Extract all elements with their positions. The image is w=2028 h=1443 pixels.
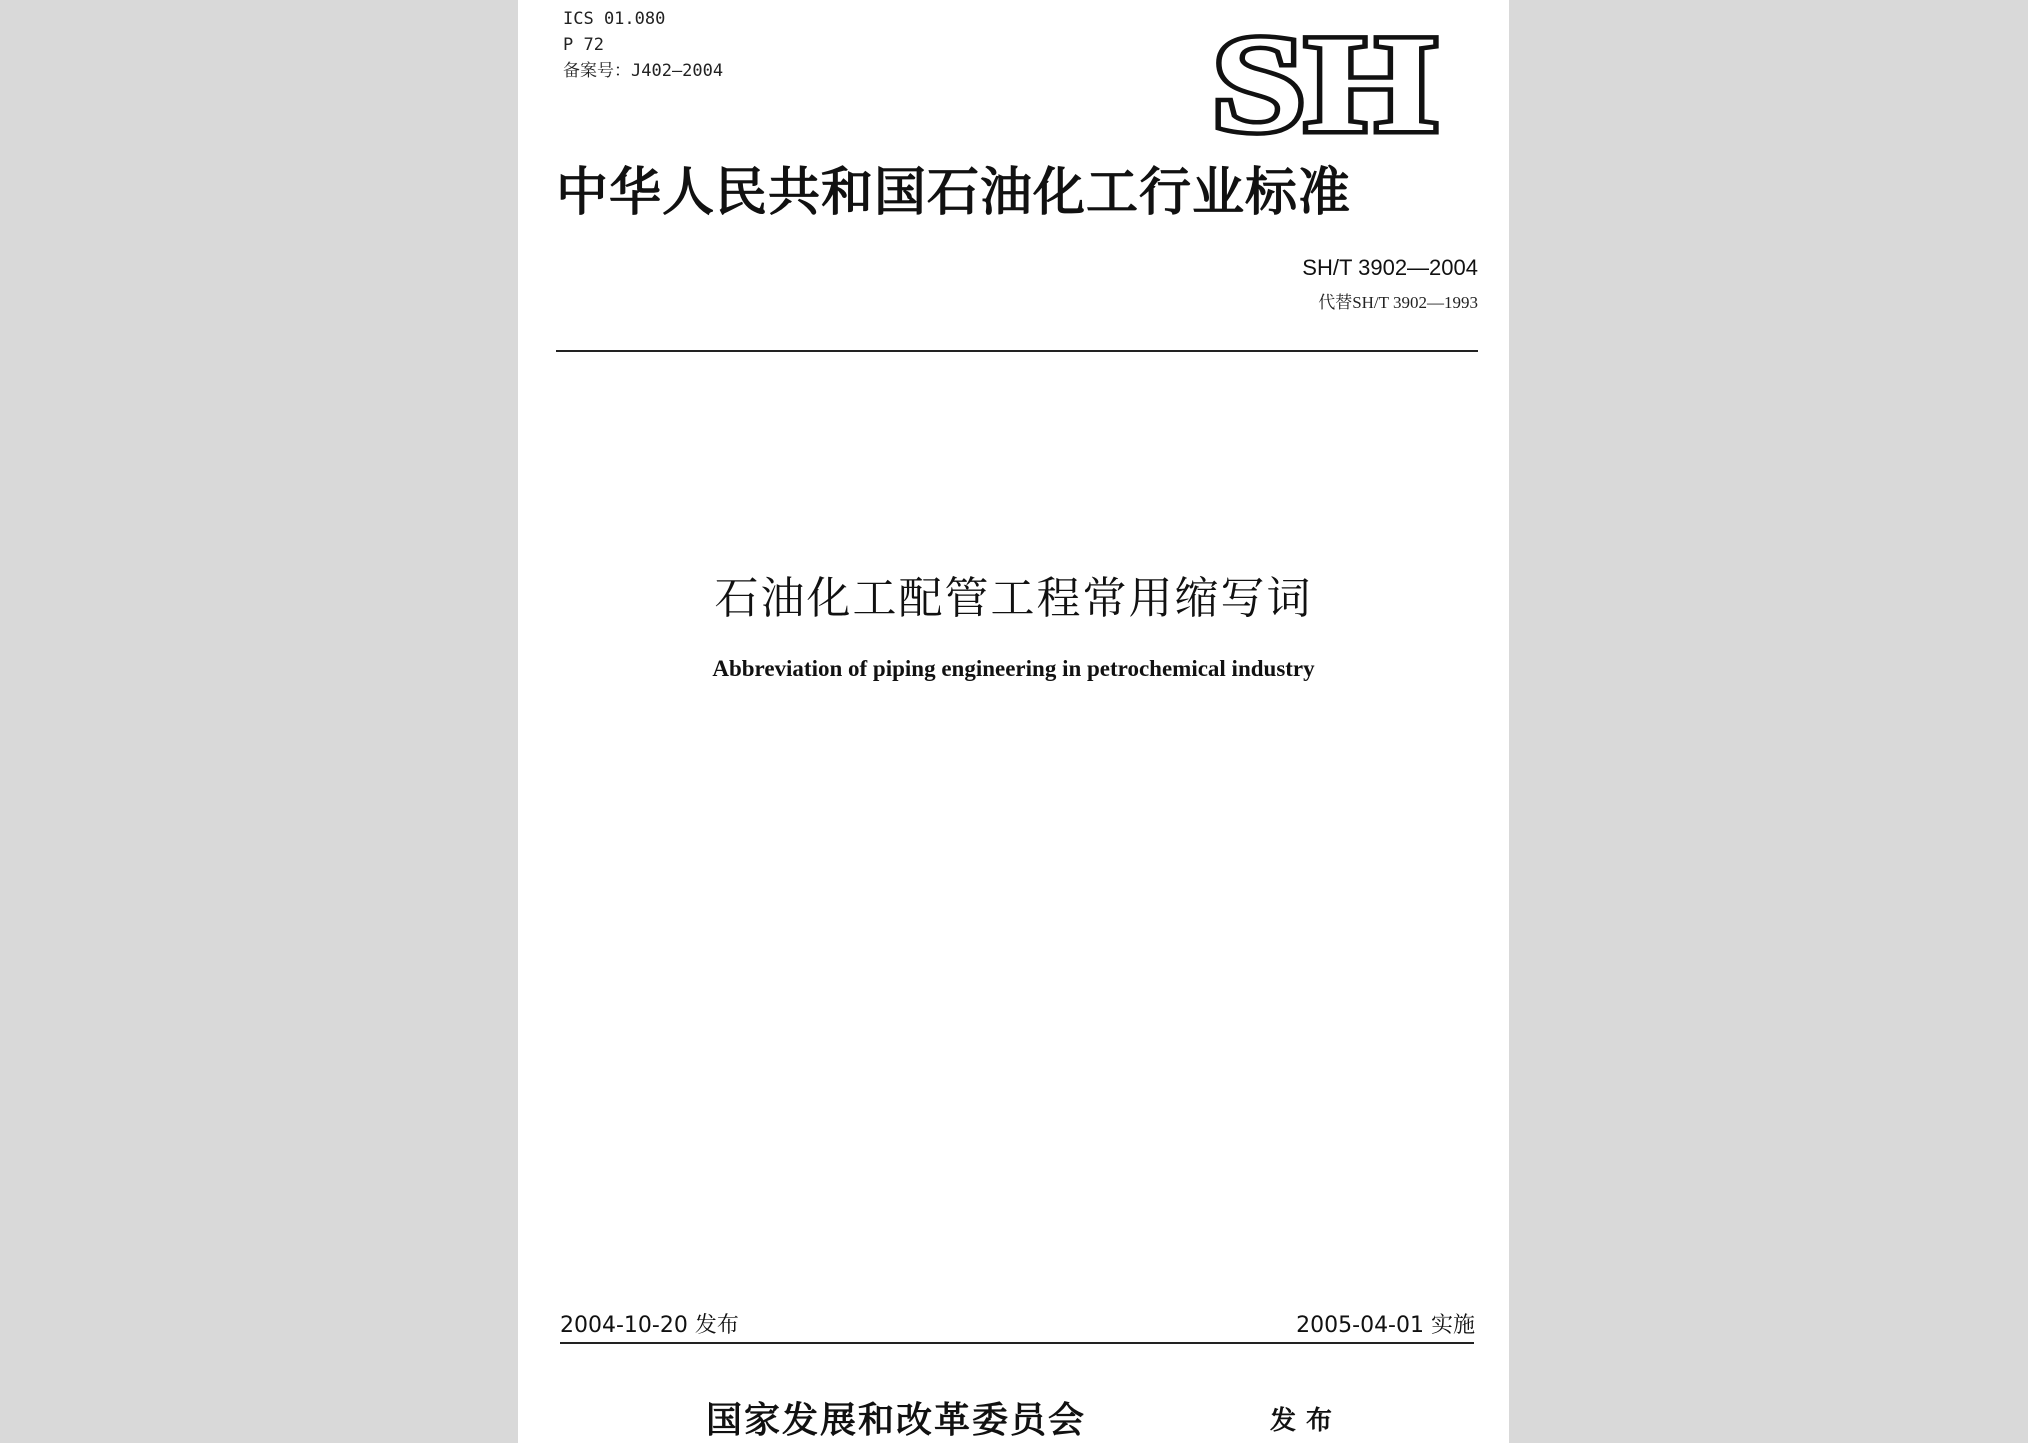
issuing-authority: 国家发展和改革委员会 (706, 1400, 1087, 1441)
document-title-cn: 石油化工配管工程常用缩写词 (714, 573, 1313, 624)
standard-number: SH/T 3902—2004 (1302, 255, 1478, 280)
issuing-action: 发布 (1270, 1406, 1343, 1436)
industry-standard-heading: 中华人民共和国石油化工行业标准 (556, 163, 1352, 223)
class-code: P 72 (563, 35, 604, 55)
filing-number: 备案号：J402—2004 (563, 61, 724, 81)
top-divider (556, 350, 1478, 352)
bottom-divider (560, 1342, 1474, 1344)
implementation-date: 2005-04-01 实施 (1296, 1313, 1475, 1338)
document-title-en: Abbreviation of piping engineering in petrochemical industry (712, 656, 1315, 681)
sh-logo (1210, 22, 1440, 137)
document-cover (518, 0, 1509, 1443)
replaced-standard: 代替SH/T 3902—1993 (1318, 293, 1478, 312)
classification-codes (563, 6, 723, 84)
sh-logo-text: SH (1212, 22, 1436, 137)
ics-code: ICS 01.080 (563, 9, 666, 29)
issue-date: 2004-10-20 发布 (560, 1313, 739, 1338)
